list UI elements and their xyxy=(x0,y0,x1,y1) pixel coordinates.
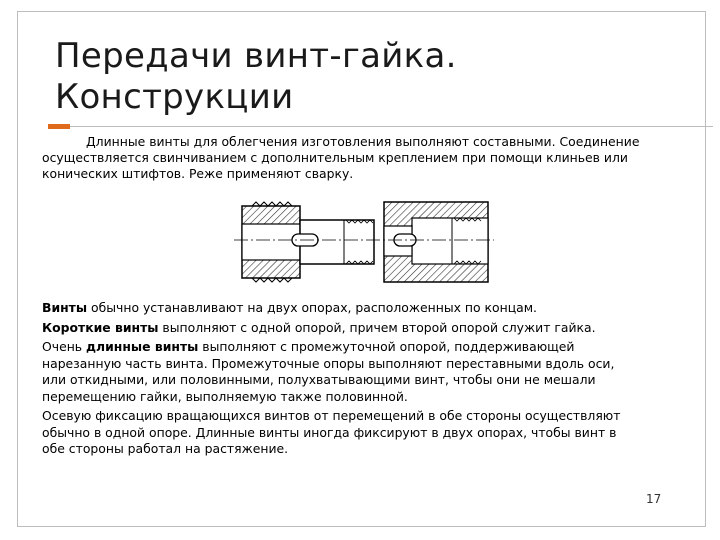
paragraph-supports xyxy=(42,300,697,317)
paragraph-long-screws xyxy=(42,339,697,405)
intro-line: конических штифтов. Реже применяют сварку. xyxy=(42,166,354,181)
page-number: 17 xyxy=(646,492,662,506)
body-text xyxy=(42,300,697,461)
paragraph-line: перемещению гайки, выполняемую также половинной. xyxy=(42,388,408,404)
screw-joint-drawing xyxy=(234,190,494,294)
bold-term: Винты xyxy=(42,300,88,315)
paragraph-line: обе стороны работал на растяжение. xyxy=(42,441,289,456)
paragraph-text: Очень xyxy=(42,339,87,354)
paragraph-text: выполняют с одной опорой, причем второй опорой служит гайка. xyxy=(158,319,596,335)
paragraph-line: нарезанную часть винта. Промежуточные опоры выполняют переставными вдоль оси, xyxy=(42,355,615,371)
paragraph-text: выполняют с промежуточной опорой, поддерживающей xyxy=(198,339,575,354)
paragraph-line xyxy=(42,339,697,356)
title-divider xyxy=(70,126,713,127)
title-line-2: Конструкции xyxy=(55,77,294,117)
right-sleeve xyxy=(384,202,488,282)
title-line-1: Передачи винт-гайка. xyxy=(55,36,457,76)
left-sleeve xyxy=(242,202,300,282)
paragraph-line: обычно в одной опоре. Длинные винты иногда фиксируют в двух опорах, чтобы винт в xyxy=(42,424,617,440)
bold-term: Короткие винты xyxy=(42,319,159,335)
slide-title xyxy=(55,36,457,118)
paragraph-axial-fixation xyxy=(42,408,697,458)
intro-line: Длинные винты для облегчения изготовления выполняют составными. Соединение xyxy=(86,134,640,149)
paragraph-text: обычно устанавливают на двух опорах, расположенных по концам. xyxy=(87,300,538,315)
title-accent-bar xyxy=(48,124,70,129)
paragraph-short-screws xyxy=(42,320,697,337)
intro-line: осуществляется свинчиванием с дополнительным креплением при помощи клиньев или xyxy=(42,150,628,165)
paragraph-line: Осевую фиксацию вращающихся винтов от перемещений в обе стороны осуществляют xyxy=(42,408,621,423)
intro-paragraph xyxy=(42,134,692,182)
bold-term: длинные винты xyxy=(86,339,199,354)
paragraph-line: или откидными, или половинными, полухватывающими винт, чтобы они не мешали xyxy=(42,372,596,387)
left-screw-end xyxy=(292,220,374,264)
